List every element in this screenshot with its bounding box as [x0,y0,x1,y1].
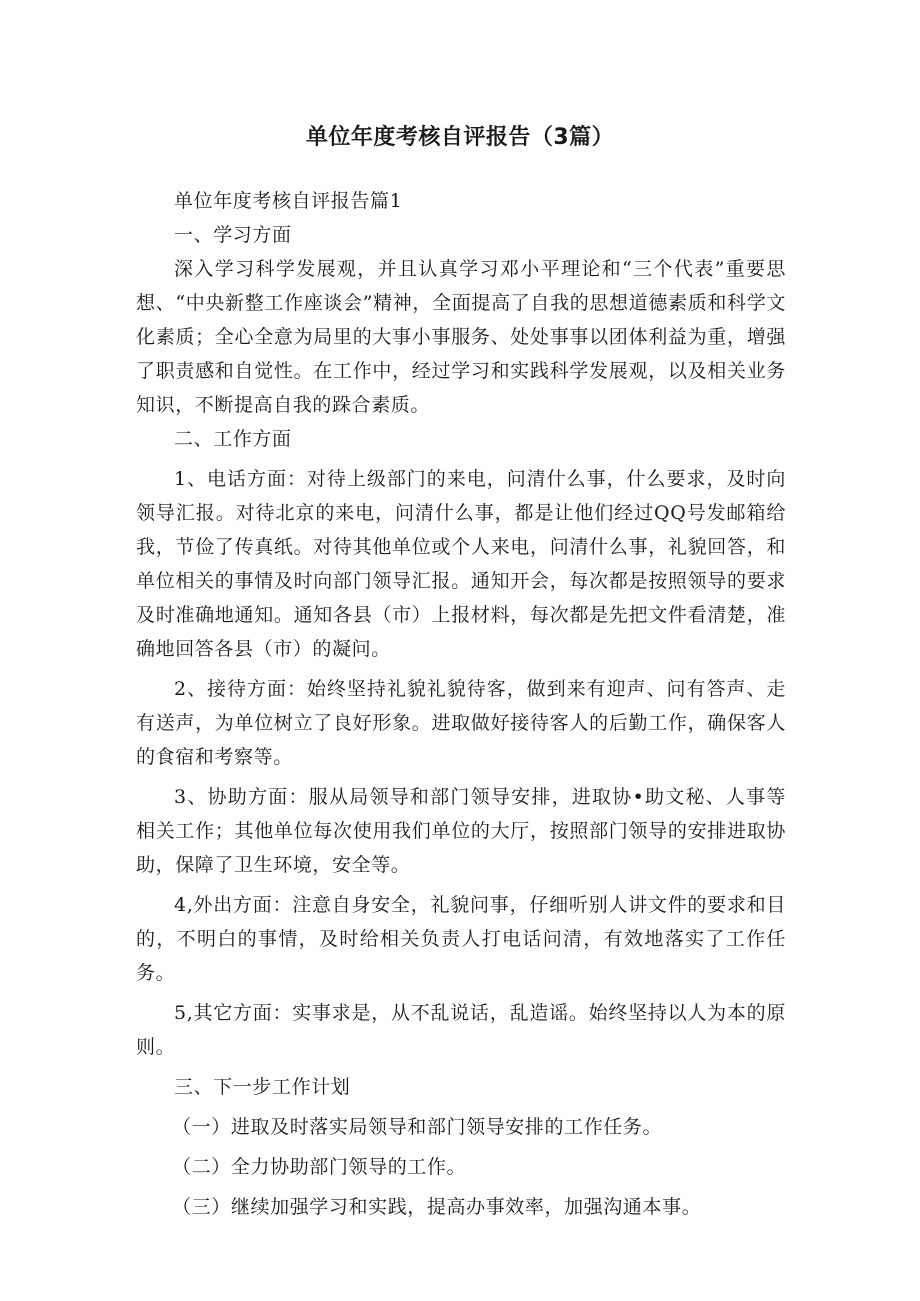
document-title: 单位年度考核自评报告（3篇） [305,125,615,150]
paragraph-phone: 1、电话方面：对待上级部门的来电，问清什么事，什么要求，及时向领导汇报。对待北京的来电，问清什么事，都是让他们经过QQ号发邮箱给我，节俭了传真纸。对待其他单位或个人来电，问清什么事，礼貌回答，和单位相关的事情及时向部门领导汇报。通知开会，每次都是按照领导的要求及时准确地通知。通知各县（市）上报材料，每次都是先把文件看清楚，准确地回答各县（市）的凝问。 [136,468,786,660]
plan-item-2: （二）全力协助部门领导的工作。 [172,1156,467,1178]
heading-next-plan: 三、下一步工作计划 [174,1076,351,1098]
section-heading-part1: 单位年度考核自评报告篇1 [174,190,403,212]
paragraph-other: 5,其它方面：实事求是，从不乱说话，乱造谣。始终坚持以人为本的原则。 [136,1002,786,1058]
paragraph-outing: 4,外出方面：注意自身安全，礼貌问事，仔细听别人讲文件的要求和目的，不明白的事情，及时给相关负责人打电话问清，有效地落实了工作任务。 [136,894,786,984]
paragraph-assist: 3、协助方面：服从局领导和部门领导安排，进取协•助文秘、人事等相关工作；其他单位每次使用我们单位的大厅，按照部门领导的安排进取协助，保障了卫生环境，安全等。 [136,786,786,876]
paragraph-reception: 2、接待方面：始终坚持礼貌礼貌待客，做到来有迎声、问有答声、走有送声，为单位树立了良好形象。进取做好接待客人的后勤工作，确保客人的食宿和考察等。 [136,678,786,768]
plan-item-1: （一）进取及时落实局领导和部门领导安排的工作任务。 [172,1116,663,1138]
plan-item-3: （三）继续加强学习和实践，提高办事效率，加强沟通本事。 [172,1196,702,1218]
heading-study: 一、学习方面 [174,224,292,246]
paragraph-study: 深入学习科学发展观，并且认真学习邓小平理论和“三个代表”重要思想、“中央新整工作座谈会”精神，全面提高了自我的思想道德素质和科学文化素质；全心全意为局里的大事小事服务、处处事事以团体利益为重，增强了职责感和自觉性。在工作中，经过学习和实践科学发展观，以及相关业务知识，不断提高自我的跺合素质。 [136,258,786,416]
heading-work: 二、工作方面 [174,428,292,450]
document-body [136,184,786,1224]
